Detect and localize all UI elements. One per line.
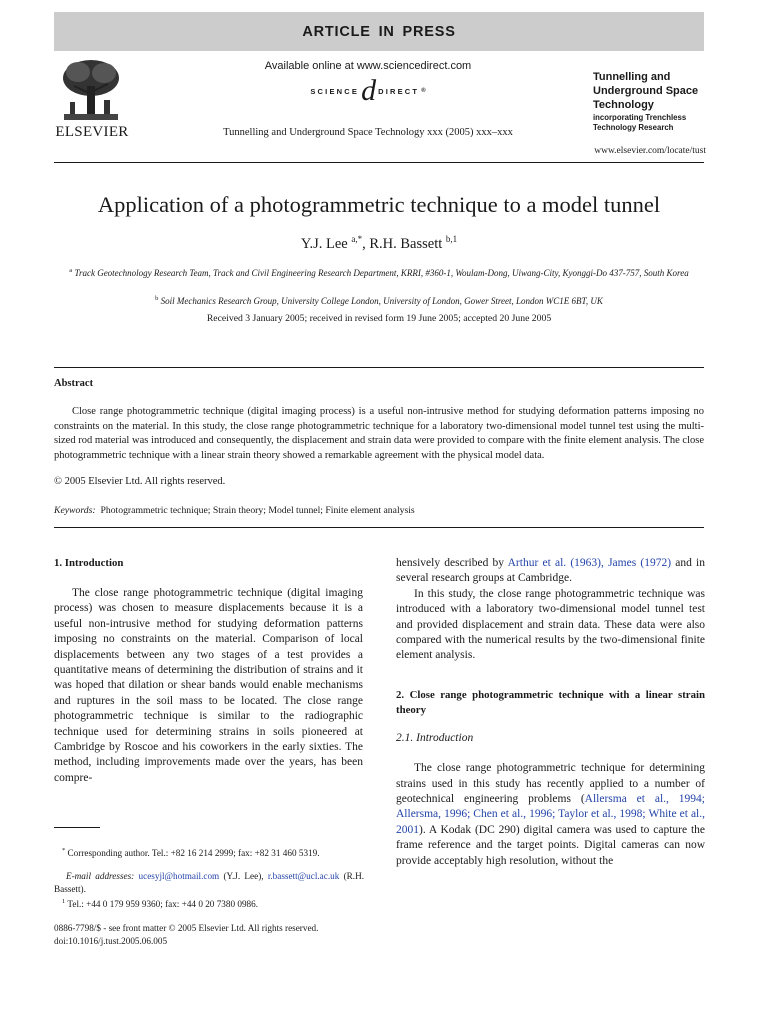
- journal-title: Tunnelling and Underground Space Technology: [593, 71, 699, 111]
- footnote-corresponding: [54, 845, 364, 860]
- subsection-heading: 2.1. Introduction: [396, 731, 474, 744]
- journal-subtitle: incorporating Trenchless Technology Research: [593, 113, 687, 132]
- article-in-press-banner: ARTICLE IN PRESS: [54, 12, 704, 51]
- front-matter: [54, 922, 318, 948]
- footnote-tel: [54, 896, 364, 911]
- email-label: E-mail addresses:: [66, 871, 135, 881]
- abstract-bottom-divider: [54, 527, 704, 528]
- footnote-text: Tel.: +44 0 179 959 9360; fax: +44 0 20 7380 0986.: [67, 899, 259, 909]
- article-title: Application of a photogrammetric technique to a model tunnel: [97, 192, 661, 217]
- footnote-mark: 1: [62, 898, 66, 905]
- email-link[interactable]: ucesyjl@hotmail.com: [138, 871, 220, 881]
- available-online: Available online at www.sciencedirect.com: [264, 60, 472, 72]
- abstract-top-divider: [54, 367, 704, 368]
- footnote-text: Corresponding author. Tel.: +82 16 214 2999; fax: +82 31 460 5319.: [67, 848, 320, 858]
- journal-citation-line: Tunnelling and Underground Space Technology xxx (2005) xxx–xxx: [223, 127, 513, 138]
- sd-at-symbol: d: [361, 74, 377, 107]
- citation-link[interactable]: Allersma et al., 1994; Allersma, 1996; Chen et al., 1996; Taylor et al., 1998; White et al., 2001: [396, 793, 705, 836]
- sd-left: SCIENCE: [310, 86, 360, 96]
- footnote-text: (Y.J. Lee),: [219, 871, 268, 881]
- left-column: [54, 556, 363, 786]
- affiliation-a: [60, 264, 698, 280]
- paragraph-text: The close range photogrammetric technique for determining strains used in this study has recently applied to a number of geotechnical engineering problems (: [396, 762, 705, 806]
- header-divider: [54, 162, 704, 163]
- elsevier-tree-icon: [60, 58, 122, 122]
- author-name: Y.J. Lee: [300, 236, 348, 252]
- paragraph-text: hensively described by: [396, 557, 508, 569]
- sd-mark: ®: [421, 88, 426, 94]
- right-column: [396, 556, 705, 869]
- keywords-label: Keywords:: [54, 505, 96, 516]
- sd-right: DIRECT: [378, 86, 420, 96]
- section-heading: 1. Introduction: [54, 557, 124, 569]
- footnote-rule: [54, 827, 100, 828]
- doi-line[interactable]: doi:10.1016/j.tust.2005.06.005: [54, 936, 168, 946]
- received-dates: Received 3 January 2005; received in revised form 19 June 2005; accepted 20 June 2005: [206, 313, 552, 324]
- author-name: R.H. Bassett: [369, 236, 443, 252]
- journal-url[interactable]: www.elsevier.com/locate/tust: [594, 146, 706, 156]
- author-separator: ,: [362, 236, 370, 252]
- author-affiliation-mark: a,*: [351, 234, 363, 244]
- keywords: [54, 505, 704, 516]
- journal-title-box: [593, 70, 713, 133]
- issn-line: 0886-7798/$ - see front matter © 2005 Elsevier Ltd. All rights reserved.: [54, 923, 319, 933]
- body-paragraph: [396, 556, 705, 587]
- abstract-body: Close range photogrammetric technique (digital imaging process) is a useful non-intrusive method for studying deformation patterns imposing no constraints on the material. In this study, the close range photogrammetric technique for a laboratory two-dimensional model tunnel test using the multi-sized rod material was introduced and consequently, the displacement and strain data were provided to compare with the finite element analysis. The close photogrammetric technique with a linear strain theory showed a remarkable agreement with the physical model data.: [54, 406, 704, 461]
- footnote-email: [54, 870, 364, 895]
- footnote-text: (R.H. Bassett).: [54, 871, 365, 894]
- affiliation-text: Track Geotechnology Research Team, Track and Civil Engineering Research Department, KRRI, #360-1, Woulam-Dong, Uiwang-City, Kyonggi-Do 437-757, South Korea: [74, 268, 689, 278]
- citation-link[interactable]: Arthur et al. (1963), James (1972): [507, 557, 672, 569]
- affiliation-b: [60, 292, 698, 308]
- author-line: [54, 234, 704, 253]
- elsevier-logo: [52, 58, 130, 142]
- body-paragraph: [396, 761, 705, 869]
- publisher-name: ELSEVIER: [55, 124, 129, 140]
- body-paragraph: In this study, the close range photogrammetric technique was introduced with a laboratory two-dimensional model tunnel test and provided displacement and strain data. These data were also compared with the numerical results by the two-dimensional finite element analysis.: [396, 587, 705, 662]
- paragraph-text: and in several research groups at Cambridge.: [396, 557, 705, 585]
- paragraph-text: ). A Kodak (DC 290) digital camera was used to capture the frame reference and the target points. Digital cameras can now provide acceptably high resolution, without the: [396, 823, 705, 867]
- body-paragraph: The close range photogrammetric technique (digital imaging process) was chosen to measure displacements because it is a useful non-intrusive method for studying deformation patterns imposing no constraints on the material. Comparison of local displacements between any two stages of a test provides a quantitative means of determining the distribution of strains and it was hoped that dilation or shear bands would enable mechanisms and ruptures in the soil mass to be located. The close range photogrammetric technique is similar to the radiographic technique used for determining strains in soils pioneered at Cambridge by Roscoe and his coworkers in the early sixties. The method, including improvements made over the years, has been compre-: [54, 587, 363, 784]
- sciencedirect-logo: [278, 76, 458, 106]
- affiliation-text: Soil Mechanics Research Group, University College London, University of London, Gower Street, London WC1E 6BT, UK: [160, 296, 603, 306]
- keywords-list: Photogrammetric technique; Strain theory; Model tunnel; Finite element analysis: [100, 505, 415, 516]
- footnote-mark: *: [62, 847, 66, 854]
- author-affiliation-mark: b,1: [445, 234, 458, 244]
- email-link[interactable]: r.bassett@ucl.ac.uk: [267, 871, 340, 881]
- abstract-copyright: © 2005 Elsevier Ltd. All rights reserved.: [54, 476, 226, 487]
- section-heading: 2. Close range photogrammetric technique with a linear strain theory: [396, 688, 705, 716]
- affiliation-mark: b: [155, 295, 159, 302]
- abstract-heading: Abstract: [54, 378, 94, 389]
- affiliation-mark: a: [69, 267, 73, 274]
